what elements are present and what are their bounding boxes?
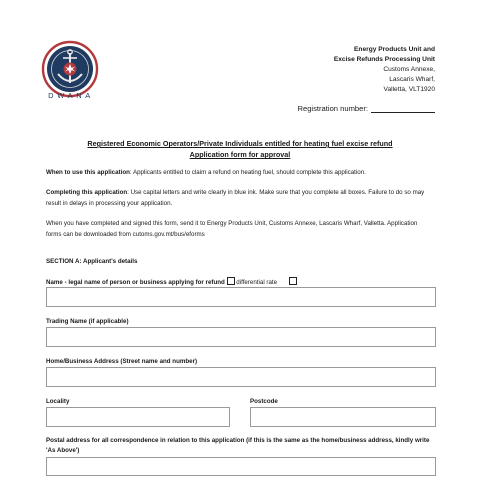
address-input[interactable] — [46, 367, 436, 387]
address-line: Energy Products Unit and — [354, 46, 435, 53]
unit-address — [334, 45, 435, 95]
address-line: Excise Refunds Processing Unit — [333, 56, 435, 63]
address-line: Customs Annexe, — [383, 66, 435, 73]
locality-input[interactable] — [46, 407, 230, 427]
postcode-input[interactable] — [250, 407, 436, 427]
trading-name-input[interactable] — [46, 327, 436, 347]
when-to-use-label: When to use this application — [46, 169, 130, 176]
address-line: Lascaris Wharf, — [389, 76, 435, 83]
registration-number — [298, 104, 436, 113]
send-instructions-paragraph: When you have completed and signed this form, send it to Energy Products Unit, Customs Annexe, Lascaris Wharf, Valletta. Application forms can be downloaded from cutoms.gov.mt/bus/eforms — [46, 220, 418, 238]
dwana-emblem-icon — [41, 40, 99, 98]
name-label: Name - legal name of person or business applying for refund — [46, 279, 225, 286]
postcode-label: Postcode — [250, 398, 278, 405]
completing-label: Completing this application — [46, 189, 128, 196]
address-field-label: Home/Business Address (Street name and number) — [46, 358, 198, 365]
refund-checkbox[interactable] — [227, 277, 235, 285]
registration-label: Registration number: — [297, 104, 368, 113]
form-subtitle: Application form for approval — [189, 150, 291, 159]
section-a-heading: SECTION A: Applicant's details — [46, 258, 138, 265]
differential-rate-label: differential rate — [236, 279, 278, 286]
completing-text: : Use capital letters and write clearly in blue ink. Make sure that you complete all boxes. Failure to do so may result in delays in processing your application. — [46, 189, 425, 207]
postal-address-input[interactable] — [46, 457, 436, 476]
name-input[interactable] — [46, 287, 436, 307]
when-to-use-paragraph — [46, 168, 434, 179]
address-line: Valletta, VLT1920 — [383, 86, 435, 93]
differential-rate-checkbox[interactable] — [289, 277, 297, 285]
locality-label: Locality — [46, 398, 70, 405]
registration-number-field[interactable] — [371, 104, 435, 113]
form-title-line: Registered Economic Operators/Private Individuals entitled for heating fuel excise refund — [87, 139, 393, 148]
when-to-use-text: : Applicants entitled to claim a refund on heating fuel, should complete this application. — [129, 169, 366, 176]
form-title — [46, 138, 434, 160]
postal-address-label: Postal address for all correspondence in relation to this application (if this is the same as the home/business address, kindly write 'As Above') — [46, 437, 430, 454]
completing-paragraph — [46, 188, 434, 209]
logo-wordmark: DWANA — [48, 91, 94, 100]
trading-name-label: Trading Name (if applicable) — [46, 318, 129, 325]
